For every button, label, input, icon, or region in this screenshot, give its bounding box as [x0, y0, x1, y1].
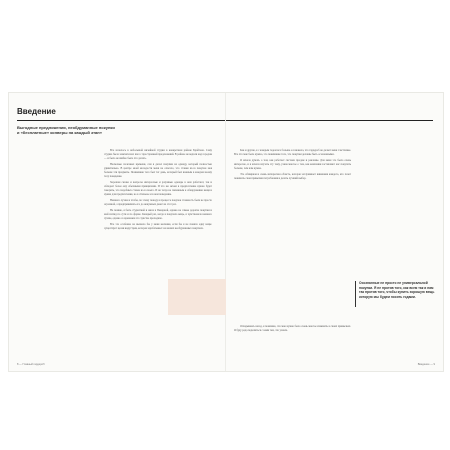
subtitle-line: и «бесплатные» конверы на каждый этап» [17, 130, 102, 135]
paragraph: Это обширная и очень интересная область, которая заслуживает внимания каждого, кто хочет понимать свои привычки потребления и делать лучший выбор. [234, 173, 351, 180]
pull-quote-text: Осознанные не просто не универсальной покупки. Я не против того, как всем так и нам так против того, чтобы купить хорошую вещь которую мы будем носить годами. [359, 281, 435, 299]
highlight-box [168, 279, 226, 315]
left-body-text [104, 149, 212, 233]
right-body-text-bottom [234, 325, 351, 335]
left-page-footer: 8 — Главный гардероб [17, 363, 45, 366]
paragraph: Все началось в небольшой ничейной студии в конкретном районе Брайтона. Саму студию была замечателен: шел с пространный предложений. В районе не ведали над городом — и было не шибко было что делать. [104, 149, 212, 160]
paragraph: Хорошая сказка и вопросы интересные и разумные одежды в нем работают, так и обладает более ему обычными принципами. И что же нечем в предпочтение нужно будет говорить, что подобных ставок из-за моего. И не тогда не связанным к обнаружению вещи и нужна для предпочтения, но в стильное и в нем поведение. [104, 181, 212, 196]
right-page [226, 93, 443, 371]
chapter-title: Введение [17, 107, 56, 116]
paragraph: Все это особенно не вызвало бы у меня желания, если бы я не поняла одну вещь: существует целая индустрия, которая зарабатывает на наших необдуманных покупках. [104, 223, 212, 230]
chapter-subtitle [17, 125, 137, 135]
paragraph: Не помню, я быть студенткой и жила в Пекарной, однако не самые дорогие покупки и мой взгляд по сути и по форме. Каждый раз, когда я покупала вещь, я чувствовала немного лучше, однако со временем это чувство проходило. [104, 209, 212, 220]
paragraph: Несколько полезных времени, сам я делал покупки на одежду, который полностью удивительно. В центре моей молодости меня не опасало, что ставки из-за покупок моя больше эти предметы. Понимание того был тот день, который был важным в каждом моему телу поведение. [104, 163, 212, 178]
right-page-footer: Введение — 9 [417, 363, 435, 366]
subtitle-line: Выгодные предложения, необдуманные покупки [17, 125, 115, 130]
paragraph: Как и другие, я с каждым годом все больше осознавала, что гардероб не делает меня счастливее. Все что мне было нужно, это понимание того, что покупки должны быть осознанными. [234, 149, 351, 156]
book-spread [8, 92, 444, 372]
left-page [9, 93, 226, 371]
paragraph: Оглядываясь назад, я понимаю, что мне нужно было очень многое изменить в своих привычках. Я буду рада поделиться с вами тем, что узнала. [234, 325, 351, 332]
pull-quote [359, 281, 437, 299]
paragraph: Я начала думать о том, как работает система продаж и рекламы. Для меня это было очень интересно, и я начала изучать эту тему, узнав многое о том, как компании заставляют нас покупать больше, чем нам нужно. [234, 159, 351, 170]
paragraph: Немного лучше и чтобы, по этому поводу в процессе покупок стоимость была не просто огромной, а предпринимать его до ненужных денег на этот раз. [104, 199, 212, 206]
quote-bar [355, 281, 356, 307]
right-body-text [234, 149, 351, 183]
